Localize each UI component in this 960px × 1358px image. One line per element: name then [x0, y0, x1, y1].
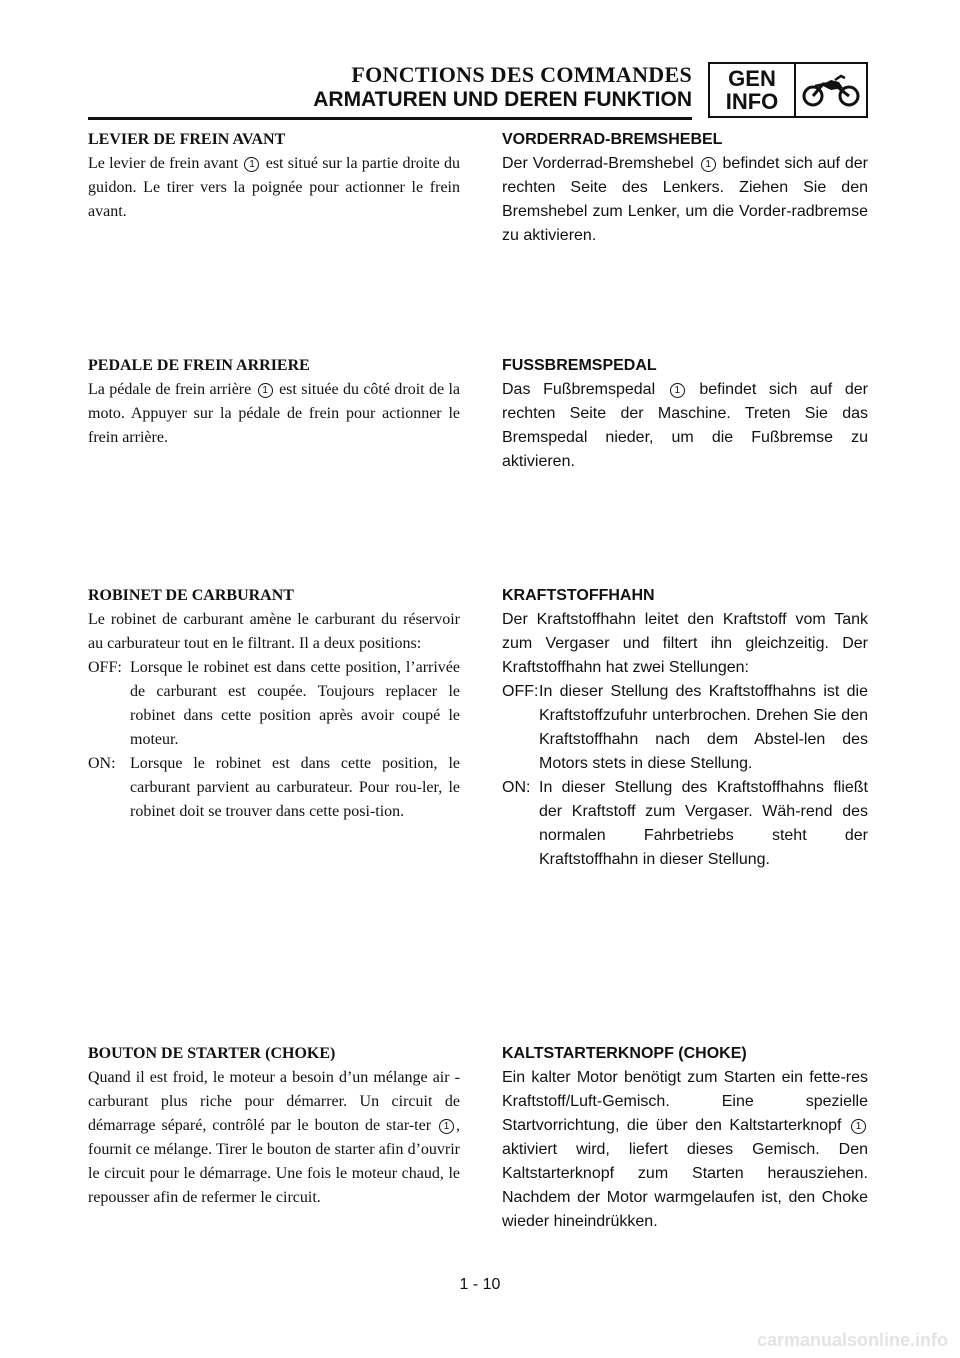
fuel-cock-off-fr: [88, 656, 460, 752]
fuel-cock-fr: [88, 584, 460, 824]
callout-marker: 1: [701, 157, 716, 172]
fuel-cock-de: [502, 584, 868, 872]
watermark: carmanualsonline.info: [756, 1330, 948, 1350]
fuel-cock-heading-fr: ROBINET DE CARBURANT: [88, 587, 294, 604]
choke-text-de: Ein kalter Motor benötigt zum Starten ein fette-res Kraftstoff/Luft-Gemisch. Eine spezielle Startvorrichtung, die über den Kaltstarterknopf 1 aktiviert wird, liefert dieses Gemisch. Den Kaltstarterknopf zum Starten herausziehen. Nachdem der Motor warmgelaufen ist, den Choke wieder hineindrükken.: [502, 1069, 868, 1230]
header-title-de: ARMATUREN UND DEREN FUNKTION: [313, 88, 692, 111]
header-title-fr: FONCTIONS DES COMMANDES: [351, 62, 692, 87]
rear-brake-text-de: Das Fußbremspedal 1 befindet sich auf der rechten Seite der Maschine. Treten Sie das Bremspedal nieder, um die Fußbremse zu aktivieren.: [502, 381, 868, 470]
option-key: OFF:: [502, 683, 539, 700]
option-key: ON:: [502, 779, 531, 796]
badge-line-1: GEN: [728, 66, 776, 91]
option-key: OFF:: [88, 659, 122, 676]
callout-marker: 1: [439, 1119, 454, 1134]
choke-de: [502, 1042, 868, 1234]
header-rule: [88, 117, 692, 120]
rear-brake-heading-de: FUSSBREMSPEDAL: [502, 357, 657, 374]
motorcycle-icon: [796, 64, 866, 116]
option-text: In dieser Stellung des Kraftstoffhahns ist die Kraftstoffzufuhr unterbrochen. Drehen Sie den Kraftstoffhahn nach dem Abstel-len des Motors stets in diese Stellung.: [539, 683, 868, 772]
choke-heading-de: KALTSTARTERKNOPF (CHOKE): [502, 1045, 747, 1062]
front-brake-heading-de: VORDERRAD-BREMSHEBEL: [502, 131, 723, 148]
callout-marker: 1: [670, 383, 685, 398]
choke-text-fr: Quand il est froid, le moteur a besoin d’un mélange air - carburant plus riche pour démarrer. Un circuit de démarrage séparé, contrôlé par le bouton de star-ter 1 , fournit ce mélange. Tirer le bouton de starter afin d’ouvrir le circuit pour le démarrage. Une fois le moteur chaud, le repousser afin de refermer le circuit.: [88, 1069, 461, 1206]
front-brake-text-fr: Le levier de frein avant 1 est situé sur la partie droite du guidon. Le tirer vers la poignée pour actionner le frein avant.: [88, 155, 461, 220]
fuel-cock-heading-de: KRAFTSTOFFHAHN: [502, 587, 655, 604]
choke-fr: [88, 1042, 460, 1210]
fuel-cock-off-de: [502, 680, 868, 776]
callout-marker: 1: [851, 1119, 866, 1134]
fuel-cock-intro-de: Der Kraftstoffhahn leitet den Kraftstoff vom Tank zum Vergaser und filtert ihn gleichzeitig. Der Kraftstoffhahn hat zwei Stellungen:: [502, 611, 868, 676]
fuel-cock-on-fr: [88, 752, 460, 824]
option-text: Lorsque le robinet est dans cette position, le carburant parvient au carburateur. Pour rou-ler, le robinet doit se trouver dans cette posi-tion.: [130, 755, 460, 820]
option-key: ON:: [88, 755, 116, 772]
choke-heading-fr: BOUTON DE STARTER (CHOKE): [88, 1045, 336, 1062]
rear-brake-heading-fr: PEDALE DE FREIN ARRIERE: [88, 357, 310, 374]
fuel-cock-on-de: [502, 776, 868, 872]
rear-brake-text-fr: La pédale de frein arrière 1 est située du côté droit de la moto. Appuyer sur la pédale de frein pour actionner le frein arrière.: [88, 381, 461, 446]
front-brake-de: [502, 128, 868, 248]
gen-info-badge: [708, 62, 868, 118]
badge-label: [710, 64, 796, 116]
front-brake-heading-fr: LEVIER DE FREIN AVANT: [88, 131, 286, 148]
badge-line-2: INFO: [725, 89, 779, 114]
rear-brake-fr: [88, 354, 460, 450]
rear-brake-de: [502, 354, 868, 474]
fuel-cock-intro-fr: Le robinet de carburant amène le carburant du réservoir au carburateur tout en le filtrant. Il a deux positions:: [88, 611, 460, 652]
callout-marker: 1: [258, 383, 273, 398]
front-brake-fr: [88, 128, 460, 224]
callout-marker: 1: [244, 157, 259, 172]
page-number: 1 - 10: [459, 1276, 501, 1293]
front-brake-text-de: Der Vorderrad-Bremshebel 1 befindet sich auf der rechten Seite des Lenkers. Ziehen Sie den Bremshebel zum Lenker, um die Vorder-radbremse zu aktivieren.: [502, 155, 869, 244]
option-text: Lorsque le robinet est dans cette position, l’arrivée de carburant est coupée. Toujours replacer le robinet dans cette position après avoir coupé le moteur.: [130, 659, 460, 748]
option-text: In dieser Stellung des Kraftstoffhahns fließt der Kraftstoff zum Vergaser. Wäh-rend des normalen Fahrbetriebs steht der Kraftstoffhahn in dieser Stellung.: [539, 779, 868, 868]
